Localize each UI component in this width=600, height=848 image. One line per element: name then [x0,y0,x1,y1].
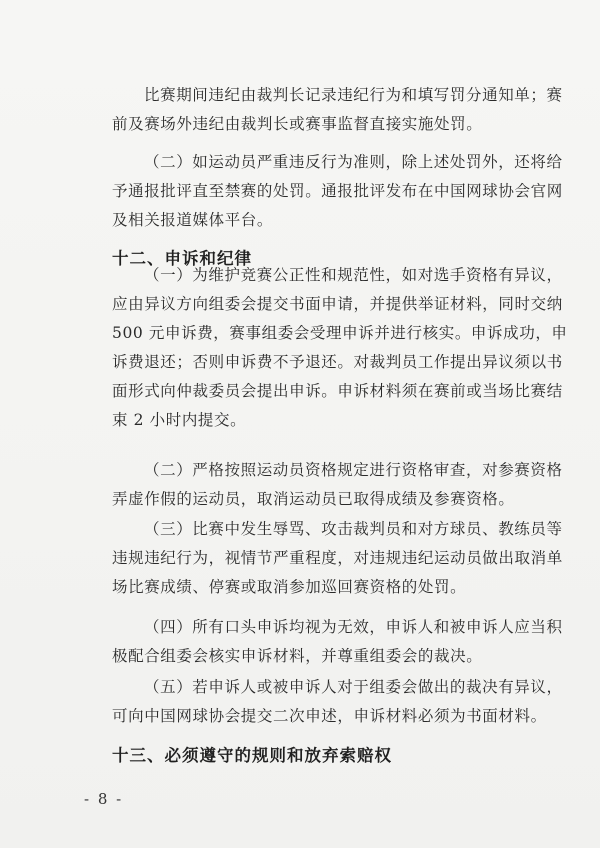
text-line: 诉费退还；否则申诉费不予退还。对裁判员工作提出异议须以书 [112,353,563,371]
text-line: 违规违纪行为，视情节严重程度，对违规违纪运动员做出取消单 [112,549,563,567]
text-line: （二）严格按照运动员资格规定进行资格审查，对参赛资格 [144,461,563,479]
text-line: （五）若申诉人或被申诉人对于组委会做出的裁决有异议， [144,678,563,696]
text-line: 弄虚作假的运动员，取消运动员已取得成绩及参赛资格。 [112,490,515,508]
text-line: 500 元申诉费，赛事组委会受理申诉并进行核实。申诉成功，申 [112,324,568,342]
paragraph-violation-recording [112,81,563,139]
text-line: （二）如运动员严重违反行为准则，除上述处罚外，还将给 [144,153,563,171]
paragraph-misconduct-penalty [112,515,563,602]
text-line: （四）所有口头申诉均视为无效，申诉人和被申诉人应当积 [144,618,563,636]
text-line: 予通报批评直至禁赛的处罚。通报批评发布在中国网球协会官网 [112,182,563,200]
text-line: 可向中国网球协会提交二次申述，申诉材料必须为书面材料。 [112,707,547,725]
paragraph-secondary-appeal [112,673,563,731]
section-heading-rules-waiver: 十三、必须遵守的规则和放弃索赔权 [112,746,392,765]
paragraph-appeal-procedure [112,261,568,435]
text-line: 应由异议方向组委会提交书面申请，并提供举证材料，同时交纳 [112,295,563,313]
text-line: （一）为维护竞赛公正性和规范性，如对选手资格有异议， [144,266,563,284]
text-line: 面形式向仲裁委员会提出申诉。申诉材料须在赛前或当场比赛结 [112,382,563,400]
text-line: 前及赛场外违纪由裁判长或赛事监督直接实施处罚。 [112,115,483,133]
text-line: 束 2 小时内提交。 [112,411,247,429]
text-line: （三）比赛中发生辱骂、攻击裁判员和对方球员、教练员等 [144,520,563,538]
text-line: 极配合组委会核实申诉材料，并尊重组委会的裁决。 [112,647,483,665]
text-line: 比赛期间违纪由裁判长记录违纪行为和填写罚分通知单；赛 [144,86,563,104]
page-number: - 8 - [84,790,124,808]
paragraph-eligibility-review [112,456,563,514]
text-line: 场比赛成绩、停赛或取消参加巡回赛资格的处罚。 [112,578,467,596]
text-line: 及相关报道媒体平台。 [112,211,274,229]
section-heading-appeals: 十二、申诉和纪律 [112,249,252,268]
paragraph-oral-appeals [112,613,563,671]
paragraph-serious-violation [112,148,563,235]
